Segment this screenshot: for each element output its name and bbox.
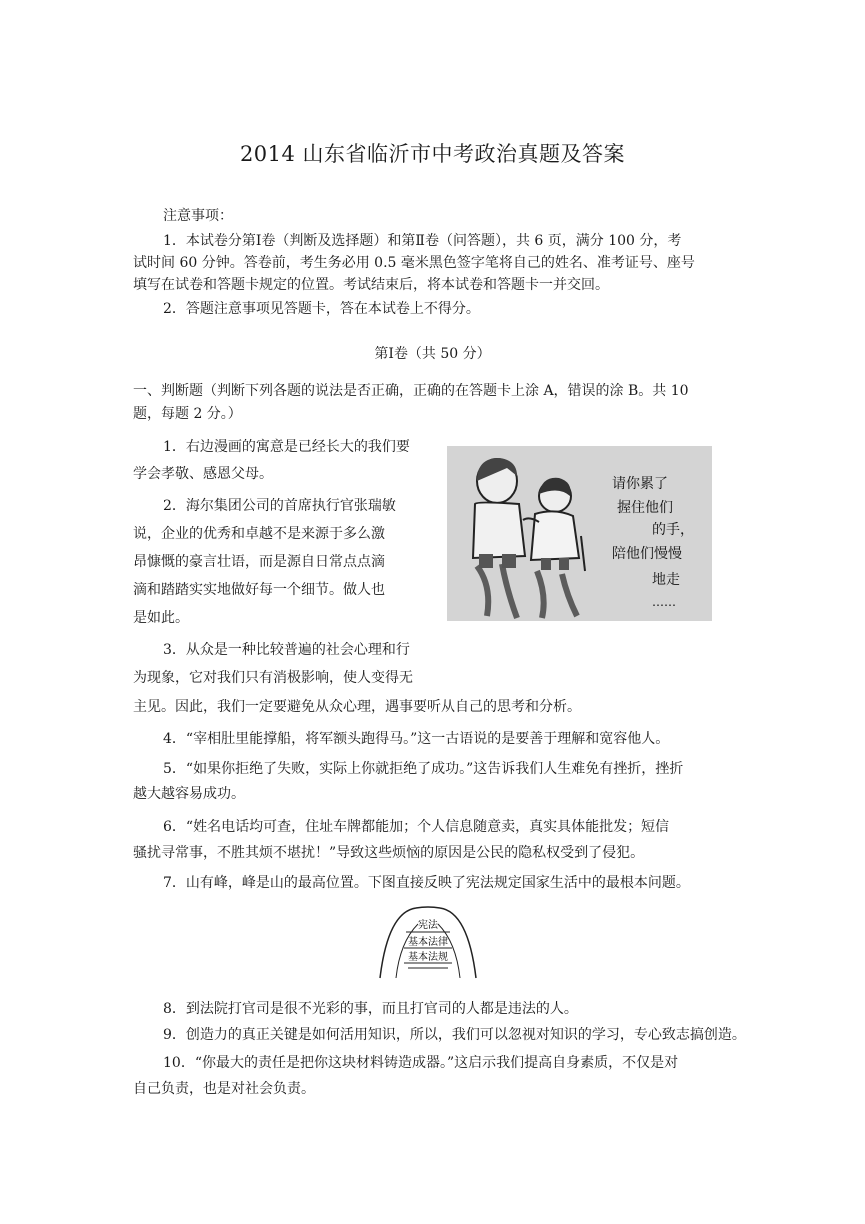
comic-illustration — [447, 446, 712, 621]
mountain-label-top: 宪法 — [418, 920, 438, 931]
question-line: 自己负责，也是对社会负责。 — [133, 1081, 315, 1097]
question-line: 学会孝敬、感恩父母。 — [133, 466, 273, 482]
notice-line: 2．答题注意事项见答题卡，答在本试卷上不得分。 — [163, 301, 480, 317]
question-line: 3．从众是一种比较普遍的社会心理和行 — [163, 642, 410, 658]
comic-text: 请你累了 — [612, 476, 668, 492]
comic-text: 握住他们 — [617, 500, 673, 516]
question-line: 是如此。 — [133, 610, 189, 626]
comic-text: 地走 — [652, 572, 680, 588]
question-line: 说，企业的优秀和卓越不是来源于多么激 — [133, 526, 385, 542]
comic-drawing — [447, 446, 712, 621]
question-line: 为现象，它对我们只有消极影响，使人变得无 — [133, 670, 413, 686]
question-line: 8．到法院打官司是很不光彩的事，而且打官司的人都是违法的人。 — [163, 1001, 578, 1017]
question-line: 骚扰寻常事，不胜其烦不堪扰！”导致这些烦恼的原因是公民的隐私权受到了侵犯。 — [133, 845, 645, 861]
comic-text: …… — [652, 595, 676, 609]
question-line: 7．山有峰，峰是山的最高位置。下图直接反映了宪法规定国家生活中的最根本问题。 — [163, 875, 690, 891]
notice-line: 1．本试卷分第Ⅰ卷（判断及选择题）和第Ⅱ卷（问答题），共 6 页，满分 100 分，考 — [163, 233, 682, 249]
mountain-label-mid: 基本法律 — [408, 937, 448, 948]
question-line: 5．“如果你拒绝了失败，实际上你就拒绝了成功。”这告诉我们人生难免有挫折，挫折 — [163, 761, 684, 777]
question-line: 2．海尔集团公司的首席执行官张瑞敏 — [163, 498, 396, 514]
question-line: 越大越容易成功。 — [133, 786, 245, 802]
question-line: 10．“你最大的责任是把你这块材料铸造成器。”这启示我们提高自身素质，不仅是对 — [163, 1055, 679, 1071]
comic-text: 陪他们慢慢 — [612, 546, 682, 562]
notice-heading: 注意事项： — [163, 208, 233, 224]
page-title: 2014 山东省临沂市中考政治真题及答案 — [239, 142, 626, 166]
question-line: 6．“姓名电话均可查，住址车牌都能加；个人信息随意卖，真实具体能批发；短信 — [163, 819, 670, 835]
question-line: 滴和踏踏实实地做好每一个细节。做人也 — [133, 582, 385, 598]
comic-text: 的手， — [652, 522, 694, 538]
question-line: 4．“宰相肚里能撑船，将军额头跑得马。”这一古语说的是要善于理解和宽容他人。 — [163, 731, 670, 747]
mountain-label-base: 基本法规 — [408, 952, 448, 963]
notice-line: 填写在试卷和答题卡规定的位置。考试结束后，将本试卷和答题卡一并交回。 — [133, 277, 609, 293]
mountain-diagram — [378, 902, 478, 982]
question-line: 昂慷慨的豪言壮语，而是源自日常点点滴 — [133, 554, 385, 570]
question-line: 主见。因此，我们一定要避免从众心理，遇事要听从自己的思考和分析。 — [133, 699, 581, 715]
part-heading: 一、判断题（判断下列各题的说法是否正确，正确的在答题卡上涂 A，错误的涂 B。共 10 — [133, 383, 689, 399]
question-line: 9．创造力的真正关键是如何活用知识，所以，我们可以忽视对知识的学习，专心致志搞创造。 — [163, 1027, 746, 1043]
section-title: 第Ⅰ卷（共 50 分） — [374, 346, 491, 362]
notice-line: 试时间 60 分钟。答卷前，考生务必用 0.5 毫米黑色签字笔将自己的姓名、准考证号、座号 — [133, 255, 695, 271]
part-heading: 题，每题 2 分。） — [133, 406, 242, 422]
question-line: 1．右边漫画的寓意是已经长大的我们要 — [163, 439, 410, 455]
